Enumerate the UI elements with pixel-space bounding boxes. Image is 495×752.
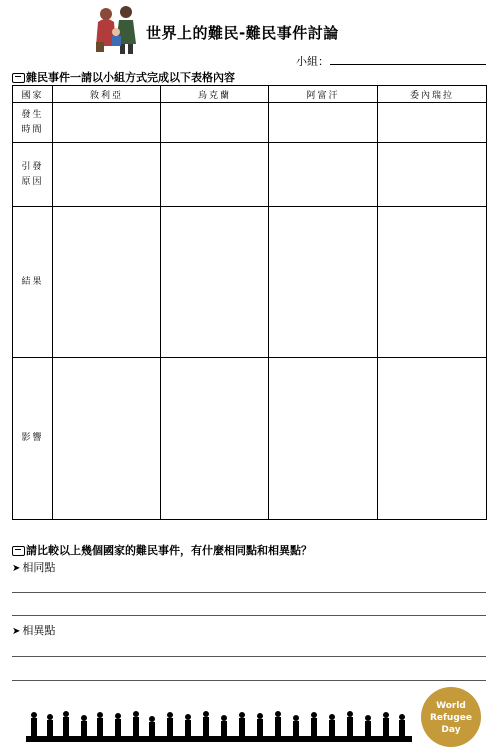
- badge-line: Refugee: [429, 713, 472, 723]
- table-row: [13, 143, 487, 207]
- table-cell[interactable]: [378, 358, 487, 520]
- table-cell[interactable]: [53, 143, 161, 207]
- refugee-silhouette-icon: [26, 708, 412, 742]
- badge-line: World: [436, 701, 466, 711]
- differences-heading: ➤ 相異點: [12, 624, 56, 637]
- table-cell[interactable]: [161, 143, 269, 207]
- answer-line[interactable]: [12, 592, 486, 593]
- badge-line: Day: [441, 725, 461, 735]
- comparison-question: 請比較以上幾個國家的難民事件，有什麼相同點和相異點？: [12, 542, 312, 558]
- table-row: [13, 103, 487, 143]
- table-cell[interactable]: [53, 207, 161, 358]
- row-label-cause: 引發 原因: [13, 143, 53, 207]
- answer-line[interactable]: [12, 680, 486, 681]
- table-cell[interactable]: [378, 143, 487, 207]
- table-cell[interactable]: [378, 207, 487, 358]
- instruction-text: 雜民事件一請以小組方式完成以下表格內容: [26, 71, 235, 84]
- column-header-afghanistan: 阿富汗: [269, 86, 378, 103]
- row-label-time: 發生 時間: [13, 103, 53, 143]
- refugee-table: [12, 85, 487, 520]
- column-header-syria: 敘利亞: [53, 86, 161, 103]
- table-row: [13, 358, 487, 520]
- pencil-icon: [12, 73, 25, 83]
- table-cell[interactable]: [269, 207, 378, 358]
- table-row: [13, 207, 487, 358]
- table-instruction: [12, 69, 235, 85]
- table-cell[interactable]: [53, 358, 161, 520]
- answer-line[interactable]: [12, 615, 486, 616]
- table-cell[interactable]: [161, 207, 269, 358]
- arrow-bullet-icon: ➤: [12, 626, 21, 637]
- table-header-row: [13, 86, 487, 103]
- column-header-country: 國家: [13, 86, 53, 103]
- pencil-icon: [12, 546, 25, 556]
- table-cell[interactable]: [161, 103, 269, 143]
- arrow-bullet-icon: ➤: [12, 563, 21, 574]
- world-refugee-day-logo: [421, 687, 481, 747]
- table-cell[interactable]: [378, 103, 487, 143]
- group-label: 小組：: [296, 55, 329, 68]
- table-cell[interactable]: [53, 103, 161, 143]
- column-header-ukraine: 烏克蘭: [161, 86, 269, 103]
- row-label-result: 結果: [13, 207, 53, 358]
- page-title: 世界上的難民-難民事件討論: [146, 24, 339, 42]
- row-label-impact: 影響: [13, 358, 53, 520]
- family-illustration-icon: [92, 4, 144, 56]
- table-cell[interactable]: [269, 143, 378, 207]
- answer-line[interactable]: [12, 656, 486, 657]
- table-cell[interactable]: [269, 358, 378, 520]
- table-cell[interactable]: [161, 358, 269, 520]
- table-cell[interactable]: [269, 103, 378, 143]
- group-name-field[interactable]: [330, 64, 486, 65]
- column-header-venezuela: 委內瑞拉: [378, 86, 487, 103]
- similarities-heading: ➤ 相同點: [12, 561, 56, 574]
